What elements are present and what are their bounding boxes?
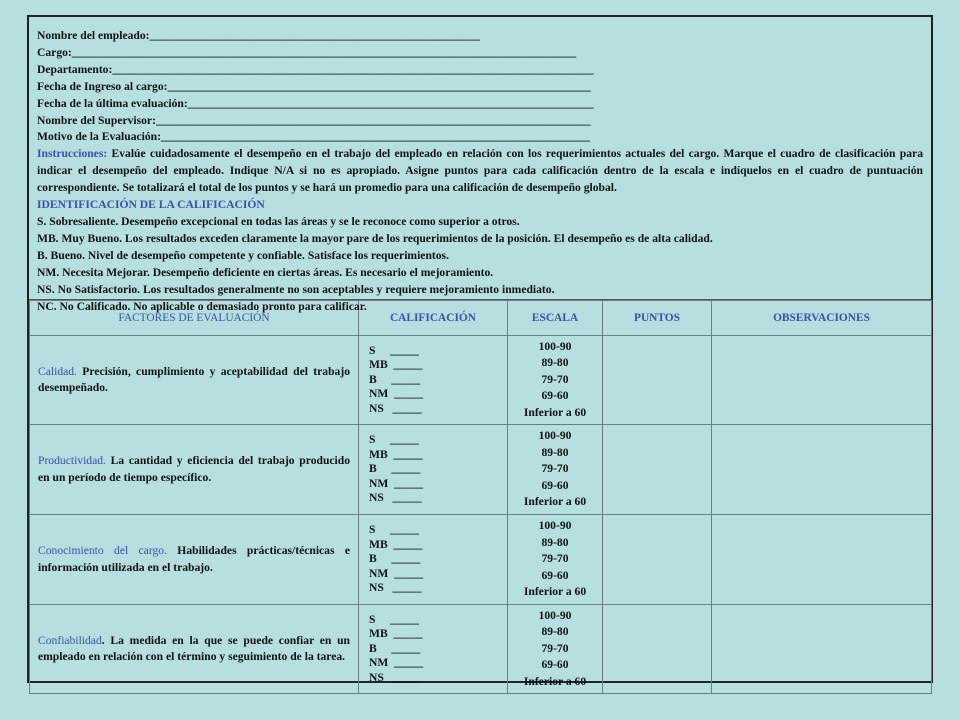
observations-cell[interactable]	[712, 515, 932, 605]
instructions-paragraph: Instrucciones: Evalúe cuidadosamente el desempeño en el trabajo del empleado en relación con los requerimientos actuales del cargo. Marque el cuadro de clasificación para indicar el desempeño del empleado. Indique N/A si no es apropiado. Asigne puntos para cada calificación dentro de la escala e indíquelos en el cuadro de puntuación correspondiente. Se totalizará el total de los puntos y se hará un promedio para una calificación de desempeño global.	[37, 147, 923, 195]
table-row	[30, 336, 932, 425]
header-points: PUNTOS	[603, 301, 712, 336]
field-supervisor-name[interactable]: Nombre del Supervisor:___________________________________________________________________________	[37, 113, 591, 127]
points-cell[interactable]	[603, 425, 712, 515]
table-row	[30, 605, 932, 694]
header-rating: CALIFICACIÓN	[359, 301, 508, 336]
field-department[interactable]: Departamento:___________________________________________________________________________________	[37, 62, 594, 76]
identification-item: S. Sobresaliente. Desempeño excepcional en todas las áreas y se le reconoce como superior a otros.	[37, 214, 520, 228]
header-factors: FACTORES DE EVALUACIÓN	[30, 301, 359, 336]
factor-name: Productividad.	[38, 454, 106, 467]
observations-cell[interactable]	[712, 605, 932, 694]
factor-name: Calidad.	[38, 364, 77, 378]
factor-name: Confiabilidad	[38, 633, 102, 647]
identification-item: NS. No Satisfactorio. Los resultados generalmente no son aceptables y requiere mejoramiento inmediato.	[37, 282, 555, 296]
header-scale: ESCALA	[508, 301, 603, 336]
instructions-label: Instrucciones:	[37, 147, 108, 161]
field-employee-name[interactable]: Nombre del empleado:_________________________________________________________	[37, 29, 480, 42]
field-start-date[interactable]: Fecha de Ingreso al cargo:_________________________________________________________________________	[37, 79, 591, 93]
evaluation-table	[29, 300, 932, 694]
rating-cell[interactable]: S _____ MB _____ B _____ NM _____ NS _____	[359, 605, 508, 694]
rating-cell[interactable]: S _____ MB _____ B _____ NM _____ NS _____	[359, 515, 508, 605]
identification-item: MB. Muy Bueno. Los resultados exceden claramente la mayor pare de los requerimientos de la posición. El desempeño es de alta calidad.	[37, 231, 713, 245]
identification-item: B. Bueno. Nivel de desempeño competente y confiable. Satisface los requerimientos.	[37, 248, 449, 262]
table-row	[30, 425, 932, 515]
scale-cell: 100-90 89-80 79-70 69-60 Inferior a 60	[508, 425, 603, 515]
form-intro	[29, 17, 931, 313]
factor-cell: Calidad. Precisión, cumplimiento y aceptabilidad del trabajo desempeñado.	[30, 336, 359, 425]
points-cell[interactable]	[603, 336, 712, 425]
identification-title: IDENTIFICACIÓN DE LA CALIFICACIÓN	[37, 198, 265, 212]
factor-cell: Conocimiento del cargo. Habilidades prácticas/técnicas e información utilizada en el trabajo.	[30, 515, 359, 605]
factor-name: Conocimiento del cargo.	[38, 544, 167, 557]
observations-cell[interactable]	[712, 336, 932, 425]
identification-item: NM. Necesita Mejorar. Desempeño deficiente en ciertas áreas. Es necesario el mejoramiento.	[37, 265, 494, 279]
points-cell[interactable]	[603, 515, 712, 605]
scale-cell: 100-90 89-80 79-70 69-60 Inferior a 60	[508, 515, 603, 605]
observations-cell[interactable]	[712, 425, 932, 515]
field-evaluation-reason[interactable]: Motivo de la Evaluación:__________________________________________________________________________	[37, 130, 590, 144]
rating-cell[interactable]: S _____ MB _____ B _____ NM _____ NS _____	[359, 425, 508, 515]
field-last-evaluation-date[interactable]: Fecha de la última evaluación:______________________________________________________________________	[37, 96, 594, 110]
identification-item: NC. No Calificado. No aplicable o demasiado pronto para calificar.	[37, 299, 367, 313]
points-cell[interactable]	[603, 605, 712, 694]
scale-cell: 100-90 89-80 79-70 69-60 Inferior a 60	[508, 605, 603, 694]
table-row	[30, 515, 932, 605]
factor-cell: Confiabilidad. La medida en la que se puede confiar en un empleado en relación con el término y seguimiento de la tarea.	[30, 605, 359, 694]
rating-cell[interactable]: S _____ MB _____ B _____ NM _____ NS _____	[359, 336, 508, 425]
header-observations: OBSERVACIONES	[712, 301, 932, 336]
field-position[interactable]: Cargo:_______________________________________________________________________________________	[37, 45, 577, 59]
evaluation-form	[27, 15, 933, 688]
scale-cell: 100-90 89-80 79-70 69-60 Inferior a 60	[508, 336, 603, 425]
factor-cell: Productividad. La cantidad y eficiencia del trabajo producido en un período de tiempo específico.	[30, 425, 359, 515]
